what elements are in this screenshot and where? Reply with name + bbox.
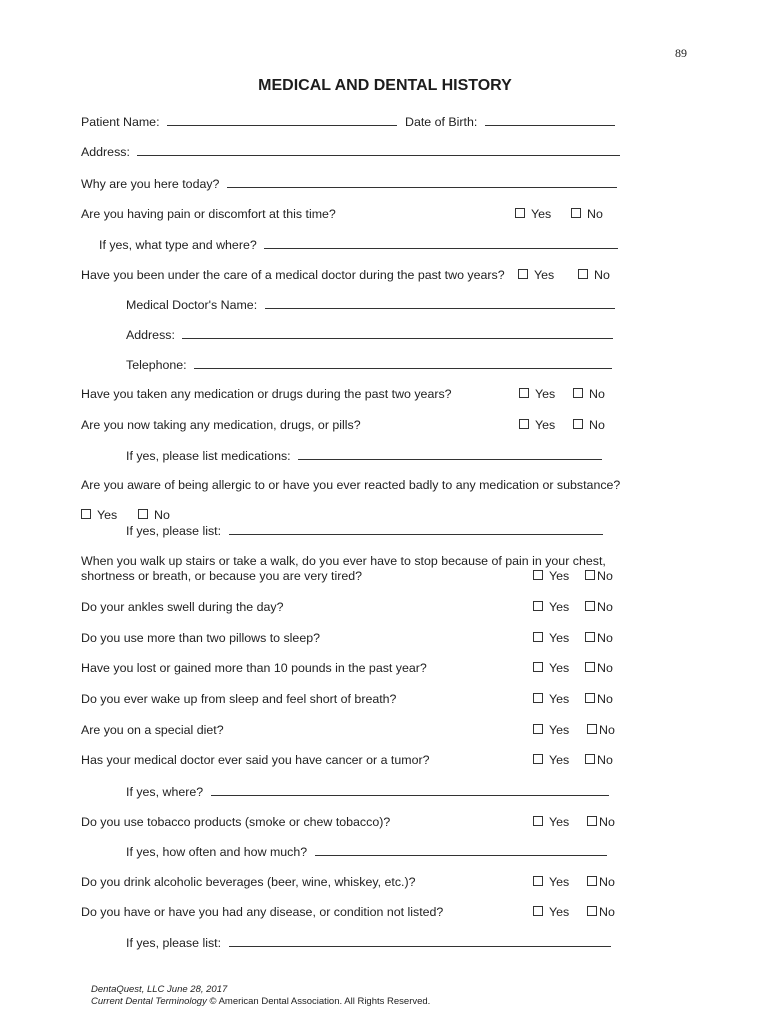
no-label: No (597, 692, 613, 706)
cancer-where-row (126, 784, 609, 800)
no-label: No (597, 661, 613, 675)
no-checkbox[interactable] (587, 906, 597, 916)
allergic-list-label: If yes, please list: (126, 524, 222, 538)
footer-rights: © American Dental Association. All Rights Reserved. (206, 996, 431, 1007)
no-checkbox[interactable] (585, 570, 595, 580)
yes-label: Yes (549, 723, 570, 737)
patient-name-label: Patient Name: (81, 115, 160, 129)
wake-no-option[interactable] (585, 692, 613, 707)
other-disease-question: Do you have or have you had any disease, or condition not listed? (81, 905, 444, 919)
ankles-yes-option[interactable] (533, 600, 569, 615)
stairs-yes-option[interactable] (533, 569, 569, 584)
no-checkbox[interactable] (571, 208, 581, 218)
allergic-list-row (126, 523, 603, 539)
yes-label: Yes (549, 875, 570, 889)
page-footer (91, 984, 430, 1008)
tobacco-question: Do you use tobacco products (smoke or chew tobacco)? (81, 815, 391, 829)
yes-label: Yes (534, 268, 555, 282)
tobacco-often-label: If yes, how often and how much? (126, 845, 308, 859)
yes-label: Yes (549, 569, 570, 583)
yes-label: Yes (549, 661, 570, 675)
doctor-name-row (126, 297, 615, 313)
no-label: No (589, 418, 605, 432)
why-here-field[interactable] (227, 176, 617, 188)
diet-no-option[interactable] (587, 723, 615, 738)
cancer-question: Has your medical doctor ever said you have cancer or a tumor? (81, 753, 430, 767)
list-medications-label: If yes, please list medications: (126, 449, 291, 463)
pain-type-field[interactable] (264, 237, 618, 249)
alcohol-yes-option[interactable] (533, 875, 569, 890)
no-label: No (599, 723, 615, 737)
doctor-address-field[interactable] (182, 327, 613, 339)
list-medications-row (126, 448, 602, 464)
stairs-question-line2: shortness or breath, or because you are very tired? (81, 569, 363, 583)
no-checkbox[interactable] (585, 632, 595, 642)
yes-checkbox[interactable] (533, 724, 543, 734)
no-checkbox[interactable] (587, 724, 597, 734)
no-label: No (597, 600, 613, 614)
yes-label: Yes (549, 631, 570, 645)
pillows-no-option[interactable] (585, 631, 613, 646)
no-label: No (594, 268, 610, 282)
no-label: No (154, 508, 170, 522)
doctor-phone-row (126, 357, 612, 373)
date-of-birth-label: Date of Birth: (405, 115, 478, 129)
no-checkbox[interactable] (573, 388, 583, 398)
yes-checkbox[interactable] (533, 662, 543, 672)
no-label: No (599, 815, 615, 829)
no-label: No (597, 631, 613, 645)
no-checkbox[interactable] (138, 509, 148, 519)
stairs-question-line1: When you walk up stairs or take a walk, do you ever have to stop because of pain in your chest, (81, 554, 606, 568)
yes-checkbox[interactable] (533, 632, 543, 642)
patient-name-field[interactable] (167, 114, 397, 126)
medication-past-no-option[interactable] (573, 387, 605, 402)
footer-company-date: DentaQuest, LLC June 28, 2017 (91, 984, 228, 995)
pain-type-label: If yes, what type and where? (99, 238, 257, 252)
doctor-phone-field[interactable] (194, 357, 612, 369)
other-list-label: If yes, please list: (126, 936, 222, 950)
doctor-care-yes-option[interactable] (518, 268, 554, 283)
pillows-yes-option[interactable] (533, 631, 569, 646)
medication-now-no-option[interactable] (573, 418, 605, 433)
tobacco-often-row (126, 844, 607, 860)
alcohol-question: Do you drink alcoholic beverages (beer, wine, whiskey, etc.)? (81, 875, 416, 889)
tobacco-yes-option[interactable] (533, 815, 569, 830)
other-list-row (126, 935, 611, 951)
pain-no-option[interactable] (571, 207, 603, 222)
yes-label: Yes (549, 753, 570, 767)
doctor-care-question: Have you been under the care of a medical doctor during the past two years? (81, 268, 505, 282)
cancer-where-label: If yes, where? (126, 785, 204, 799)
no-checkbox[interactable] (573, 419, 583, 429)
cancer-no-option[interactable] (585, 753, 613, 768)
ankles-no-option[interactable] (585, 600, 613, 615)
weight-no-option[interactable] (585, 661, 613, 676)
yes-checkbox[interactable] (533, 876, 543, 886)
no-label: No (597, 753, 613, 767)
page-number: 89 (675, 46, 687, 60)
wake-yes-option[interactable] (533, 692, 569, 707)
weight-yes-option[interactable] (533, 661, 569, 676)
other-list-field[interactable] (229, 935, 611, 947)
yes-checkbox[interactable] (519, 419, 529, 429)
other-disease-no-option[interactable] (587, 905, 615, 920)
doctor-name-field[interactable] (265, 297, 615, 309)
no-checkbox[interactable] (587, 816, 597, 826)
address-label: Address: (81, 145, 130, 159)
yes-label: Yes (535, 418, 556, 432)
cancer-where-field[interactable] (211, 784, 609, 796)
stairs-no-option[interactable] (585, 569, 613, 584)
footer-copyright (91, 996, 430, 1008)
cancer-yes-option[interactable] (533, 753, 569, 768)
yes-checkbox[interactable] (533, 601, 543, 611)
yes-label: Yes (531, 207, 552, 221)
weight-question: Have you lost or gained more than 10 pounds in the past year? (81, 661, 427, 675)
medication-past-yes-option[interactable] (519, 387, 555, 402)
page-title: MEDICAL AND DENTAL HISTORY (258, 77, 512, 94)
doctor-address-label: Address: (126, 328, 175, 342)
yes-checkbox[interactable] (81, 509, 91, 519)
yes-checkbox[interactable] (533, 816, 543, 826)
tobacco-no-option[interactable] (587, 815, 615, 830)
footer-cdt-title: Current Dental Terminology (91, 996, 207, 1007)
medication-past-question: Have you taken any medication or drugs during the past two years? (81, 387, 452, 401)
doctor-address-row (126, 327, 613, 343)
no-checkbox[interactable] (587, 876, 597, 886)
no-checkbox[interactable] (578, 269, 588, 279)
alcohol-no-option[interactable] (587, 875, 615, 890)
no-checkbox[interactable] (585, 693, 595, 703)
tobacco-often-field[interactable] (315, 844, 607, 856)
medication-now-yes-option[interactable] (519, 418, 555, 433)
yes-checkbox[interactable] (533, 754, 543, 764)
yes-label: Yes (535, 387, 556, 401)
allergic-question: Are you aware of being allergic to or have you ever reacted badly to any medication or substance? (81, 478, 621, 492)
no-checkbox[interactable] (585, 754, 595, 764)
yes-label: Yes (97, 508, 118, 522)
no-checkbox[interactable] (585, 601, 595, 611)
diet-yes-option[interactable] (533, 723, 569, 738)
pain-type-row (99, 237, 618, 253)
other-disease-yes-option[interactable] (533, 905, 569, 920)
doctor-name-label: Medical Doctor's Name: (126, 298, 258, 312)
allergic-list-field[interactable] (229, 523, 603, 535)
doctor-care-no-option[interactable] (578, 268, 610, 283)
wake-question: Do you ever wake up from sleep and feel short of breath? (81, 692, 397, 706)
yes-checkbox[interactable] (533, 906, 543, 916)
list-medications-field[interactable] (298, 448, 602, 460)
doctor-phone-label: Telephone: (126, 358, 187, 372)
date-of-birth-field[interactable] (485, 114, 615, 126)
why-here-label: Why are you here today? (81, 177, 220, 191)
date-of-birth-row (405, 114, 615, 130)
pain-yes-option[interactable] (515, 207, 551, 222)
pillows-question: Do you use more than two pillows to sleep? (81, 631, 320, 645)
diet-question: Are you on a special diet? (81, 723, 224, 737)
patient-name-row (81, 114, 397, 130)
no-label: No (589, 387, 605, 401)
medication-now-question: Are you now taking any medication, drugs, or pills? (81, 418, 361, 432)
ankles-question: Do your ankles swell during the day? (81, 600, 284, 614)
yes-label: Yes (549, 815, 570, 829)
why-here-row (81, 176, 617, 192)
no-label: No (599, 905, 615, 919)
no-label: No (597, 569, 613, 583)
pain-question: Are you having pain or discomfort at this time? (81, 207, 336, 221)
yes-checkbox[interactable] (515, 208, 525, 218)
allergic-yes-option[interactable] (81, 508, 117, 523)
no-label: No (587, 207, 603, 221)
yes-checkbox[interactable] (519, 388, 529, 398)
no-checkbox[interactable] (585, 662, 595, 672)
yes-checkbox[interactable] (533, 693, 543, 703)
yes-checkbox[interactable] (518, 269, 528, 279)
address-field[interactable] (137, 144, 620, 156)
yes-label: Yes (549, 905, 570, 919)
address-row (81, 144, 620, 160)
yes-checkbox[interactable] (533, 570, 543, 580)
yes-label: Yes (549, 692, 570, 706)
allergic-no-option[interactable] (138, 508, 170, 523)
yes-label: Yes (549, 600, 570, 614)
no-label: No (599, 875, 615, 889)
